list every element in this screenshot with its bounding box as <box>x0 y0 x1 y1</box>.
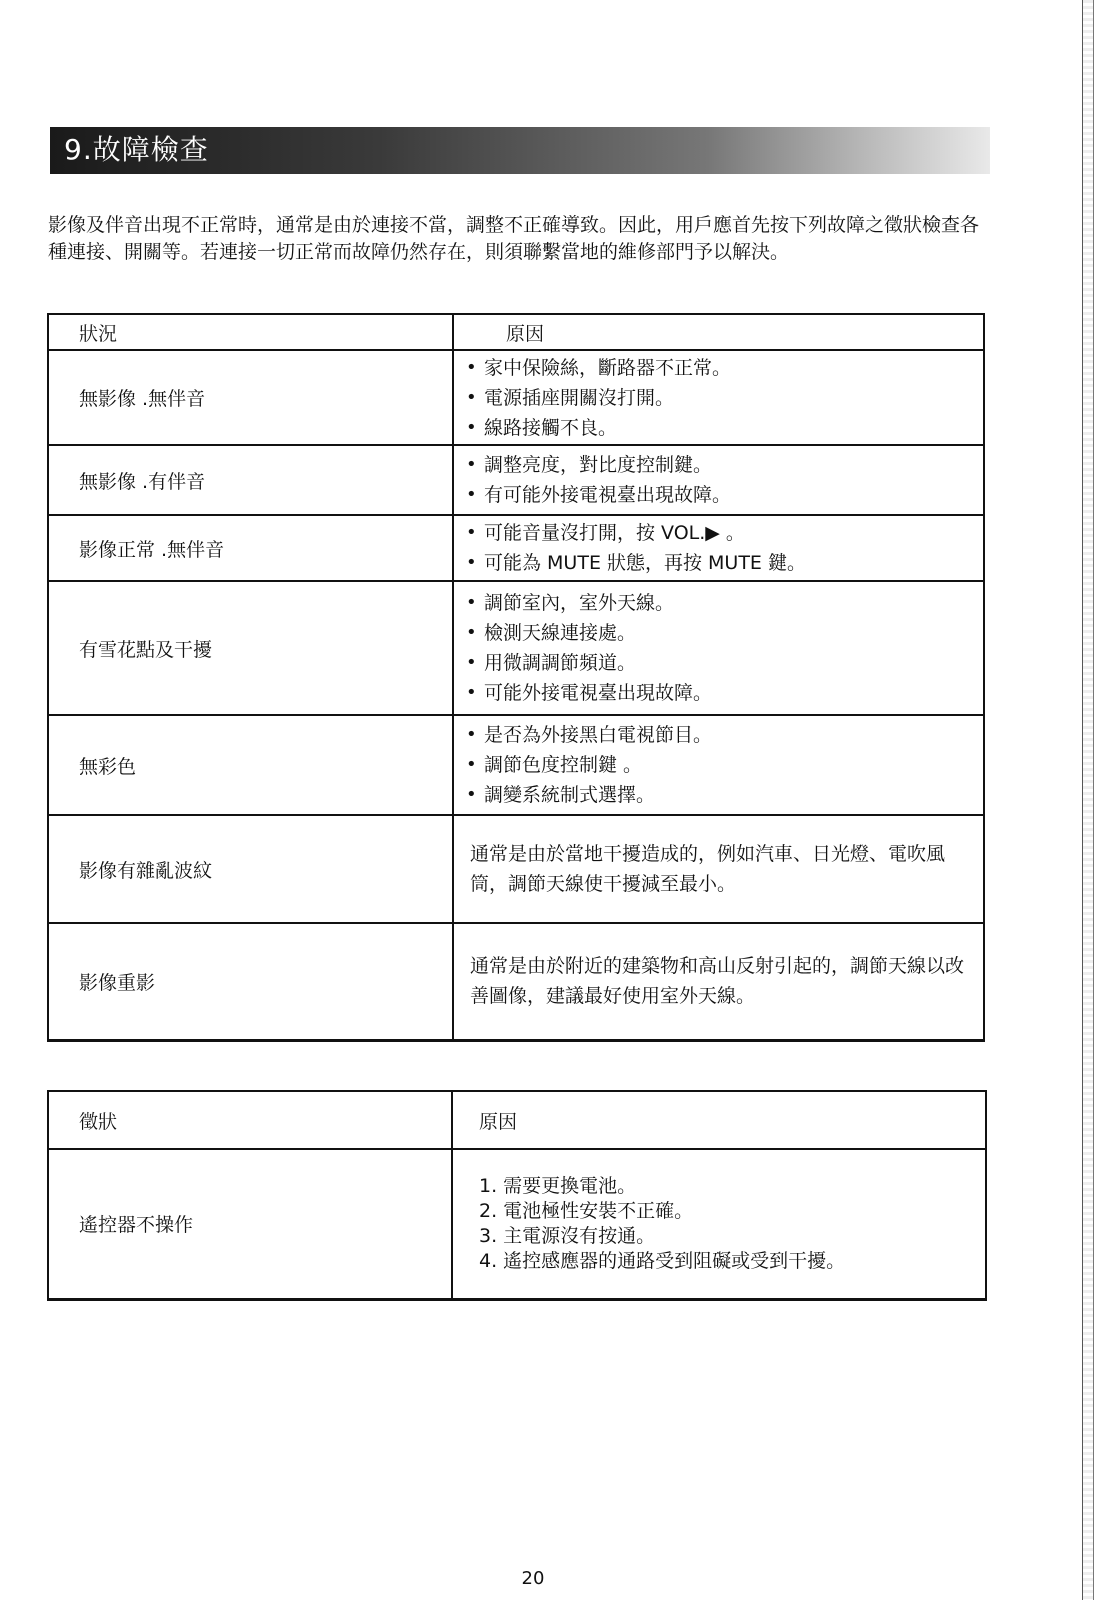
cause-cell <box>452 1149 986 1299</box>
table-header-row <box>48 1091 986 1149</box>
cause-item: • 檢測天線連接處。 <box>466 618 983 648</box>
cause-item: • 用微調調節頻道。 <box>466 648 983 678</box>
cause-item: • 是否為外接黑白電視節目。 <box>466 720 983 750</box>
cause-item: • 可能外接電視臺出現故障。 <box>466 678 983 708</box>
cause-item: 2. 電池極性安裝不正確。 <box>479 1199 694 1222</box>
cause-text: 通常是由於附近的建築物和高山反射引起的，調節天線以改善圖像，建議最好使用室外天線。 <box>470 955 965 1008</box>
section-title-bar <box>50 127 990 174</box>
cause-item: • 線路接觸不良。 <box>466 413 983 443</box>
troubleshooting-table <box>47 313 985 1042</box>
symptom-cell: 無影像 .無伴音 <box>48 350 453 445</box>
symptom-cell: 影像正常 .無伴音 <box>48 515 453 581</box>
cause-cell <box>453 923 984 1040</box>
cause-item: 4. 遙控感應器的通路受到阻礙或受到干擾。 <box>479 1249 846 1272</box>
section-title: 9.故障檢查 <box>64 133 209 166</box>
table-row <box>48 1149 986 1299</box>
cause-item: • 電源插座開關沒打開。 <box>466 383 983 413</box>
table-header-row <box>48 314 984 350</box>
cause-item: 3. 主電源沒有按通。 <box>479 1224 656 1247</box>
table-row <box>48 445 984 515</box>
cause-item: • 調變系統制式選擇。 <box>466 780 983 810</box>
cause-cell <box>453 350 984 445</box>
header-symptom: 狀況 <box>48 314 453 350</box>
cause-cell <box>453 815 984 923</box>
header-cause: 原因 <box>452 1091 986 1149</box>
cause-cell <box>453 581 984 715</box>
cause-item: • 可能音量沒打開，按 VOL.▶ 。 <box>466 518 983 548</box>
page-edge <box>1082 0 1094 1600</box>
cause-item: • 調節色度控制鍵 。 <box>466 750 983 780</box>
cause-item: • 可能為 MUTE 狀態，再按 MUTE 鍵。 <box>466 548 983 578</box>
table-row <box>48 350 984 445</box>
table-row <box>48 923 984 1040</box>
header-cause: 原因 <box>453 314 984 350</box>
header-symptom: 徵狀 <box>48 1091 452 1149</box>
table-row <box>48 815 984 923</box>
remote-troubleshooting-table <box>47 1090 987 1301</box>
cause-cell <box>453 715 984 815</box>
cause-cell <box>453 445 984 515</box>
symptom-cell: 有雪花點及干擾 <box>48 581 453 715</box>
page-number: 20 <box>521 1568 545 1589</box>
table-row <box>48 515 984 581</box>
cause-item: • 調整亮度，對比度控制鍵。 <box>466 450 983 480</box>
cause-text: 通常是由於當地干擾造成的，例如汽車、日光燈、電吹風筒，調節天線使干擾減至最小。 <box>470 843 946 895</box>
table-row <box>48 581 984 715</box>
cause-item: • 家中保險絲，斷路器不正常。 <box>466 353 983 383</box>
symptom-cell: 無彩色 <box>48 715 453 815</box>
cause-item: • 調節室內，室外天線。 <box>466 588 983 618</box>
intro-paragraph: 影像及伴音出現不正常時，通常是由於連接不當，調整不正確導致。因此，用戶應首先按下列故障之徵狀檢查各種連接、開關等。若連接一切正常而故障仍然存在，則須聯繫當地的維修部門予以解決。 <box>48 214 980 263</box>
symptom-cell: 影像重影 <box>48 923 453 1040</box>
symptom-cell: 影像有雜亂波紋 <box>48 815 453 923</box>
symptom-cell: 無影像 .有伴音 <box>48 445 453 515</box>
cause-item: 1. 需要更換電池。 <box>479 1174 637 1197</box>
table-row <box>48 715 984 815</box>
symptom-cell: 遙控器不操作 <box>48 1149 452 1299</box>
cause-cell <box>453 515 984 581</box>
cause-item: • 有可能外接電視臺出現故障。 <box>466 480 983 510</box>
